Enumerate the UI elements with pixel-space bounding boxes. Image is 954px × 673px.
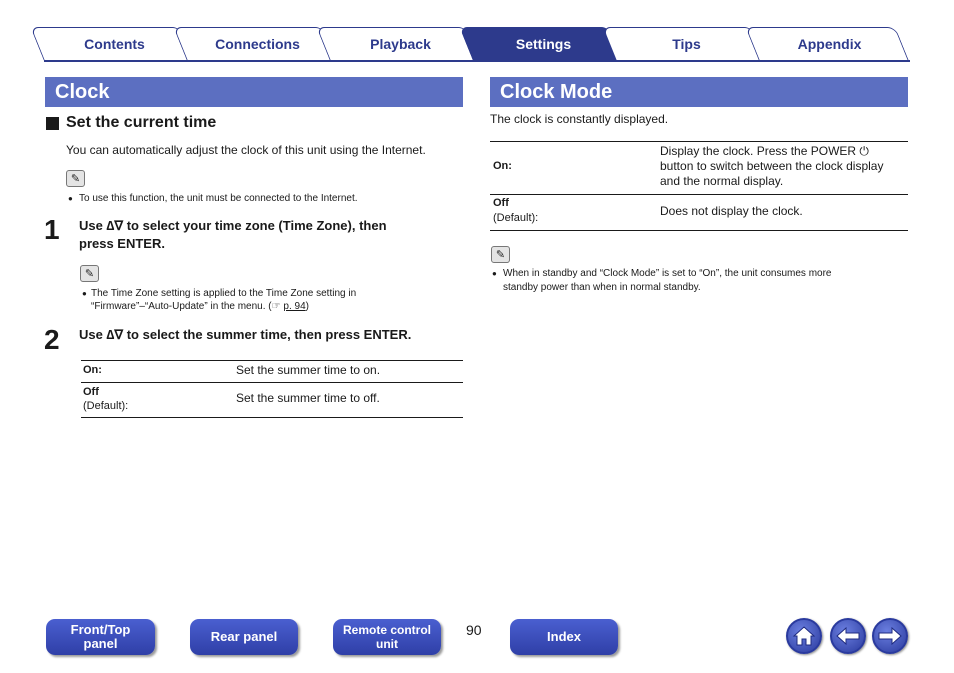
home-button[interactable] <box>786 618 822 654</box>
note-timezone-line1: The Time Zone setting is applied to the Time Zone setting in <box>91 288 357 299</box>
table-rule <box>490 141 908 142</box>
tab-tips[interactable]: Tips <box>672 36 701 52</box>
clock-mode-on-line1: Display the clock. Press the POWER ⏻ <box>660 144 869 158</box>
clock-mode-off-value: Does not display the clock. <box>660 204 803 218</box>
remote-control-unit-button[interactable] <box>333 619 441 655</box>
set-current-time-heading <box>46 114 216 132</box>
clock-section-header: Clock <box>45 77 463 107</box>
forward-button[interactable] <box>872 618 908 654</box>
clock-mode-off-default: (Default): <box>493 212 539 224</box>
intro-text: You can automatically adjust the clock of this unit using the Internet. <box>66 143 426 157</box>
summer-off-default: (Default): <box>83 400 129 412</box>
remote-control-unit-label: Remote control unit <box>342 623 431 651</box>
standby-note-line2: standby power than when in normal standby. <box>503 282 701 293</box>
tab-contents[interactable]: Contents <box>84 36 145 52</box>
tab-playback[interactable]: Playback <box>370 36 431 52</box>
table-rule <box>490 230 908 231</box>
step-1-number: 1 <box>44 214 60 245</box>
memo-pencil-icon: ✎ <box>66 170 85 187</box>
book-reference-icon: ☞ <box>271 301 281 312</box>
tab-settings[interactable]: Settings <box>515 36 572 52</box>
step-2-number: 2 <box>44 324 60 355</box>
rear-panel-button[interactable]: Rear panel <box>190 619 298 655</box>
front-top-panel-label: Front/Top panel <box>70 622 131 651</box>
summer-off-value: Set the summer time to off. <box>236 391 380 405</box>
clock-mode-section-header: Clock Mode <box>490 77 908 107</box>
summer-on-value: Set the summer time to on. <box>236 363 381 377</box>
home-icon <box>792 625 816 647</box>
table-rule <box>81 382 463 383</box>
clock-mode-off-key: Off <box>493 197 509 209</box>
bullet-dot: ● <box>82 289 87 298</box>
bullet-dot: ● <box>68 194 73 203</box>
subheading-text: Set the current time <box>66 114 217 131</box>
memo-pencil-icon: ✎ <box>491 246 510 263</box>
top-tab-bar <box>40 27 910 61</box>
clock-mode-on-key: On: <box>493 160 512 172</box>
summer-off-key: Off <box>83 386 99 398</box>
arrow-right-icon <box>877 626 903 646</box>
memo-pencil-icon: ✎ <box>80 265 99 282</box>
back-button[interactable] <box>830 618 866 654</box>
summer-on-key: On: <box>83 364 102 376</box>
step-1-line1: Use ∆∇ to select your time zone (Time Zone), then <box>79 218 387 233</box>
note-timezone-line2-text: “Firmware”–“Auto-Update” in the menu. <box>91 301 266 312</box>
table-rule <box>81 417 463 418</box>
clock-mode-on-line2: button to switch between the clock display <box>660 159 884 173</box>
clock-mode-on-line3: and the normal display. <box>660 174 784 188</box>
tab-connections[interactable]: Connections <box>215 36 300 52</box>
arrow-left-icon <box>835 626 861 646</box>
tab-underline <box>44 60 910 62</box>
square-bullet-icon <box>46 117 59 130</box>
step-1-line2: press ENTER. <box>79 236 165 251</box>
step-2-text: Use ∆∇ to select the summer time, then press ENTER. <box>79 327 412 342</box>
standby-note-line1: When in standby and “Clock Mode” is set to “On”, the unit consumes more <box>503 268 832 279</box>
clock-mode-intro: The clock is constantly displayed. <box>490 112 669 126</box>
page-number: 90 <box>466 622 482 638</box>
tab-appendix[interactable]: Appendix <box>797 36 862 52</box>
table-rule <box>490 194 908 195</box>
table-rule <box>81 360 463 361</box>
page-ref-link[interactable]: (☞ p. 94) <box>268 301 309 312</box>
page-ref-text[interactable]: p. 94 <box>283 301 306 312</box>
note-internet: To use this function, the unit must be connected to the Internet. <box>79 193 358 204</box>
note-timezone-line2 <box>91 300 309 313</box>
index-button[interactable]: Index <box>510 619 618 655</box>
bullet-dot: ● <box>492 269 497 278</box>
front-top-panel-button[interactable] <box>46 619 155 655</box>
